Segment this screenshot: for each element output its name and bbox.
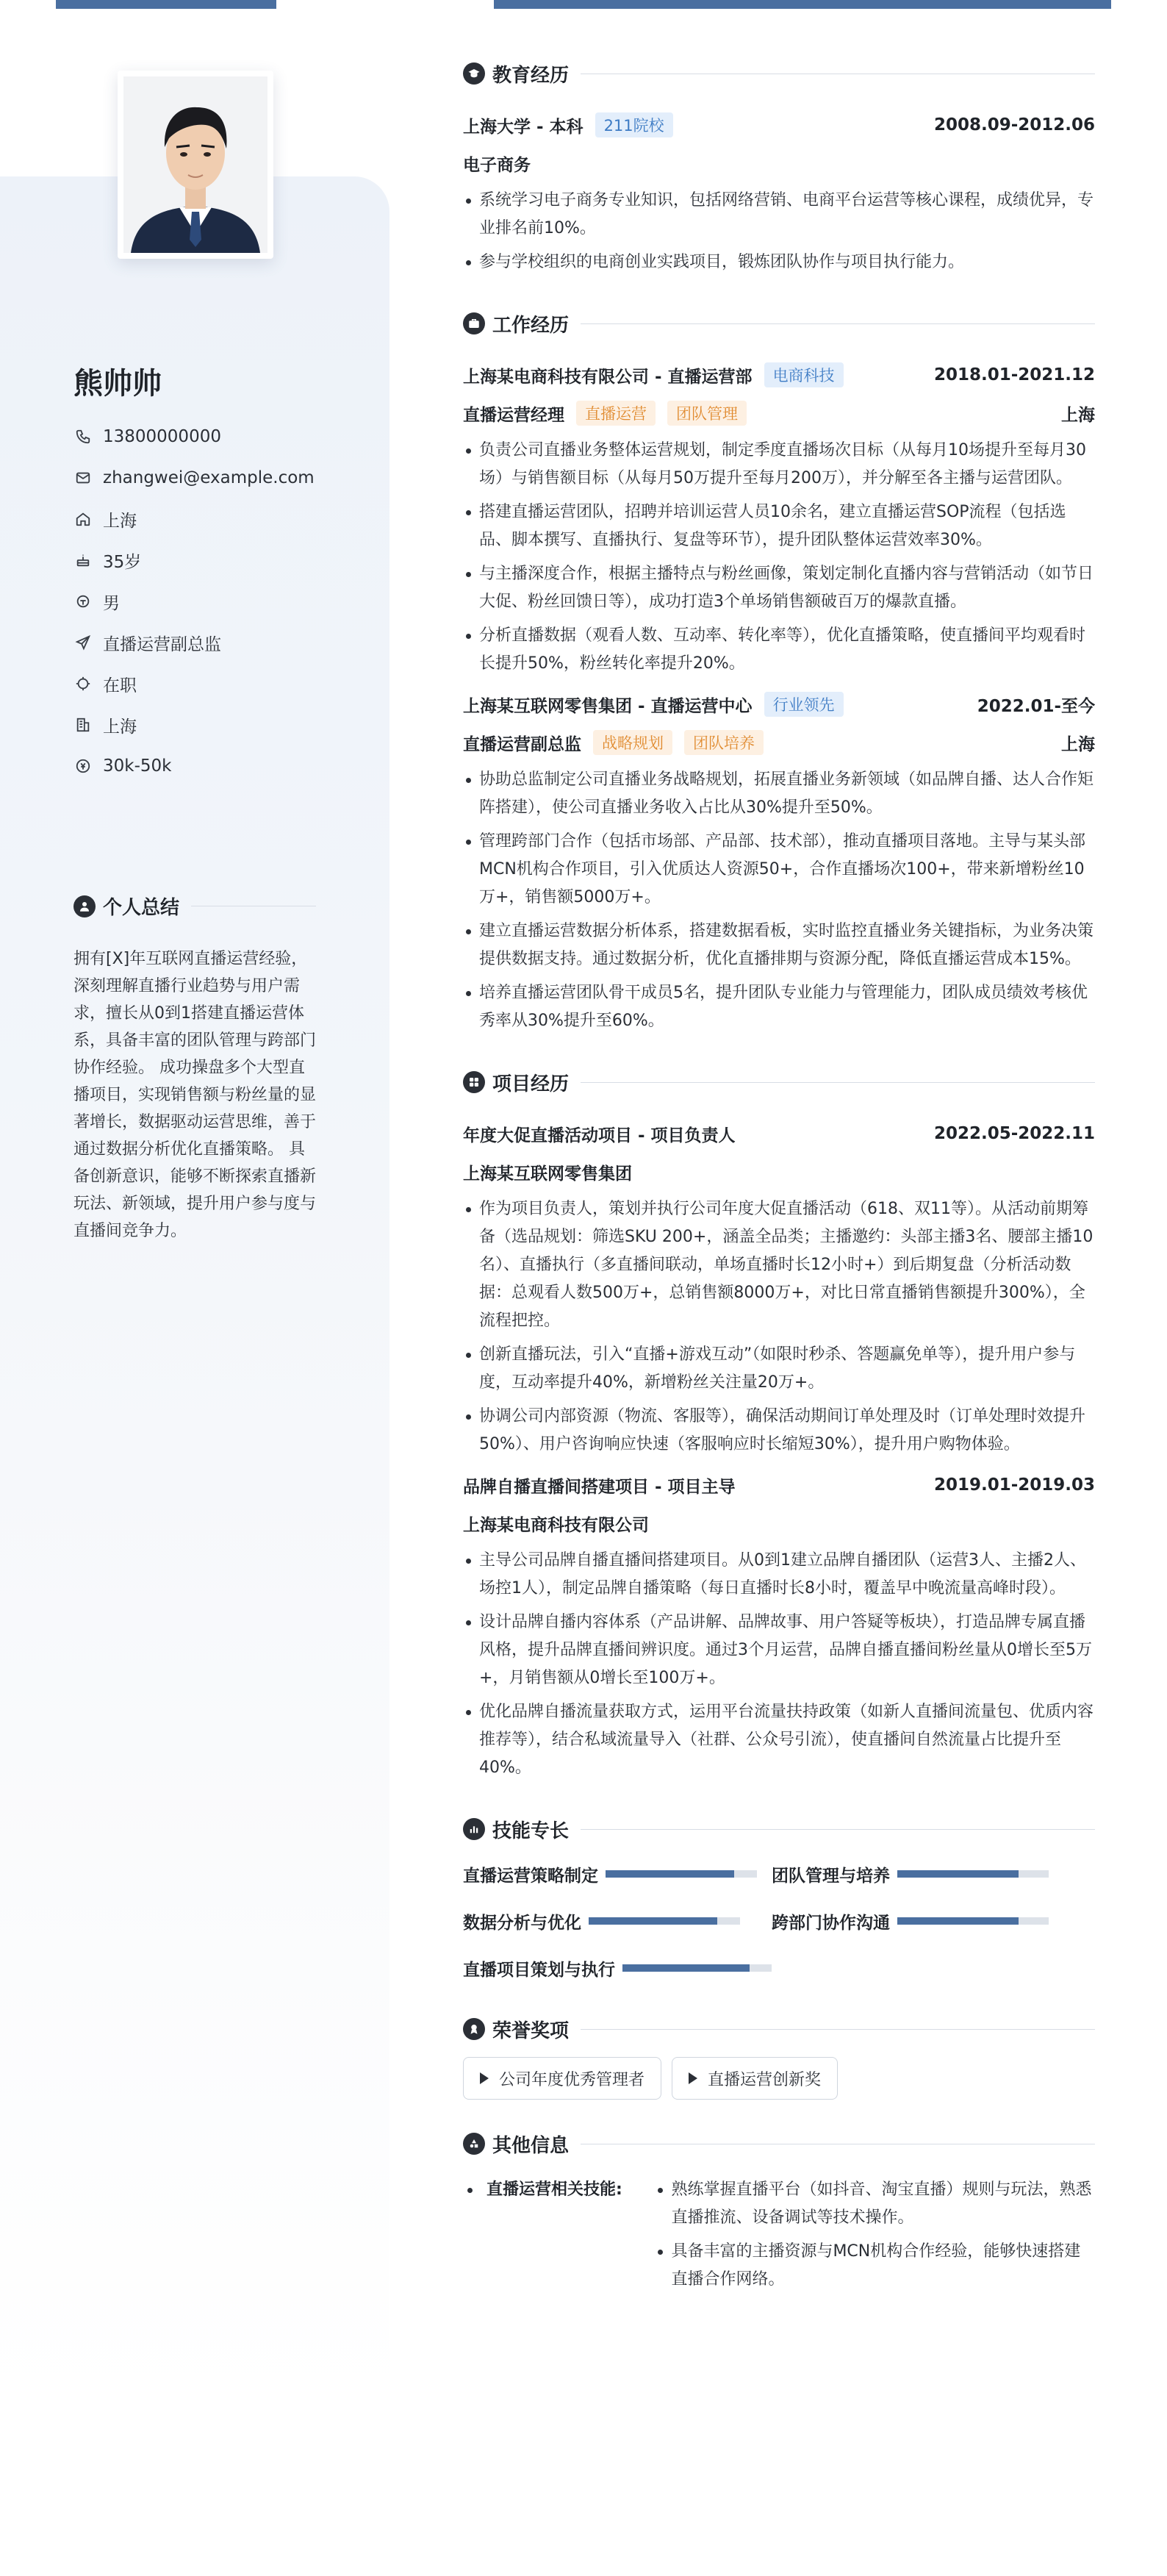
education-major: 电子商务 bbox=[463, 155, 531, 175]
work-title: 工作经历 bbox=[492, 314, 570, 337]
skill-name: 直播运营策略制定 bbox=[463, 1866, 598, 1886]
project-name: 年度大促直播活动项目 - 项目负责人 bbox=[463, 1126, 736, 1145]
honor-label: 直播运营创新奖 bbox=[708, 2070, 822, 2089]
contact-phone bbox=[73, 416, 367, 457]
user-icon bbox=[73, 895, 96, 917]
cake-icon bbox=[73, 551, 93, 570]
project-org-row bbox=[463, 1504, 1095, 1542]
list-item: 协调公司内部资源（物流、客服等），确保活动期间订单处理及时（订单处理时效提升50%）、用户咨询响应快速（客服响应时长缩短30%），提升用户购物体验。 bbox=[463, 1403, 1095, 1459]
list-item: 创新直播玩法，引入“直播+游戏互动”（如限时秒杀、答题赢免单等），提升用户参与度，互动率提升40%，新增粉丝关注量20万+。 bbox=[463, 1341, 1095, 1397]
job-date: 2018.01-2021.12 bbox=[933, 365, 1095, 384]
skill-bar-fill bbox=[622, 1964, 750, 1972]
play-icon bbox=[689, 2072, 697, 2084]
skill-name: 团队管理与培养 bbox=[772, 1866, 890, 1886]
work-section bbox=[463, 306, 1095, 1035]
list-item: 协助总监制定公司直播业务战略规划，拓展直播业务新领域（如品牌自播、达人合作矩阵搭建），使公司直播业务收入占比从30%提升至50%。 bbox=[463, 766, 1095, 822]
other-title: 其他信息 bbox=[492, 2134, 570, 2157]
gender-icon bbox=[73, 592, 93, 611]
work-heading bbox=[463, 306, 1095, 341]
skill-item bbox=[463, 1951, 772, 1985]
skill-name: 跨部门协作沟通 bbox=[772, 1913, 890, 1933]
salary-icon bbox=[73, 756, 93, 776]
candidate-name: 熊帅帅 bbox=[73, 367, 162, 401]
projects-divider bbox=[581, 1082, 1095, 1083]
contact-list bbox=[73, 416, 367, 787]
project-name: 品牌自播直播间搭建项目 - 项目主导 bbox=[463, 1477, 736, 1497]
education-heading bbox=[463, 56, 1095, 91]
bar-chart-icon bbox=[463, 1818, 485, 1840]
project-bullets bbox=[463, 1547, 1095, 1782]
skill-bar bbox=[622, 1964, 772, 1972]
honor-chip bbox=[672, 2057, 838, 2100]
education-row bbox=[463, 106, 1095, 144]
projects-title: 项目经历 bbox=[492, 1073, 570, 1095]
skill-item bbox=[772, 1857, 1095, 1891]
summary-text: 拥有[X]年互联网直播运营经验，深刻理解直播行业趋势与用户需求，擅长从0到1搭建直播运营体系，具备丰富的团队管理与跨部门协作经验。 成功操盘多个大型直播项目，实现销售额与粉丝量的显著增长，数据驱动运营思维，善于通过数据分析优化直播策略。 具备创新意识，能够不断探索直播新玩法、新领域，提升用户参与度与直播间竞争力。 bbox=[73, 950, 317, 1240]
play-icon bbox=[480, 2072, 489, 2084]
contact-age-value: 35岁 bbox=[103, 552, 142, 572]
skill-bar-fill bbox=[897, 1917, 1019, 1925]
skills-divider bbox=[581, 1829, 1095, 1830]
skill-bar-fill bbox=[606, 1870, 734, 1878]
skill-bar-fill bbox=[897, 1870, 1019, 1878]
job-entry bbox=[463, 356, 1095, 678]
job-bullets bbox=[463, 437, 1095, 678]
contact-age bbox=[73, 540, 367, 581]
skill-bar-fill bbox=[589, 1917, 717, 1925]
list-item: 管理跨部门合作（包括市场部、产品部、技术部），推动直播项目落地。主导与某头部MCN机构合作项目，引入优质达人资源50+，合作直播场次100+，带来新增粉丝10万+，销售额5000万+。 bbox=[463, 828, 1095, 912]
list-item: 负责公司直播业务整体运营规划，制定季度直播场次目标（从每月10场提升至每月30场）与销售额目标（从每月50万提升至每月200万），并分解至各主播与运营团队。 bbox=[463, 437, 1095, 493]
honors-section bbox=[463, 2011, 1095, 2100]
top-accent-bar-right bbox=[494, 0, 1111, 9]
project-org: 上海某电商科技有限公司 bbox=[463, 1515, 649, 1535]
home-icon bbox=[73, 509, 93, 529]
honor-label: 公司年度优秀管理者 bbox=[499, 2070, 645, 2089]
honors-heading bbox=[463, 2011, 1095, 2047]
project-entry bbox=[463, 1115, 1095, 1459]
list-item: 与主播深度合作，根据主播特点与粉丝画像，策划定制化直播内容与营销活动（如节日大促、粉丝回馈日等），成功打造3个单场销售额破百万的爆款直播。 bbox=[463, 560, 1095, 616]
job-company: 上海某互联网零售集团 - 直播运营中心 bbox=[463, 696, 753, 716]
work-divider bbox=[581, 323, 1095, 324]
list-item: 具备丰富的主播资源与MCN机构合作经验，能够快速搭建直播合作网络。 bbox=[655, 2238, 1095, 2294]
other-heading bbox=[463, 2126, 1095, 2161]
building-icon bbox=[73, 715, 93, 734]
contact-salary-value: 30k-50k bbox=[103, 756, 172, 776]
job-entry bbox=[463, 685, 1095, 1035]
skill-item bbox=[772, 1904, 1095, 1938]
project-name-row bbox=[463, 1466, 1095, 1504]
list-item: 设计品牌自播内容体系（产品讲解、品牌故事、用户答疑等板块），打造品牌专属直播风格，提升品牌直播间辨识度。通过3个月运营，品牌自播直播间粉丝量从0增长至5万+，月销售额从0增长至100万+。 bbox=[463, 1609, 1095, 1692]
list-item: 分析直播数据（观看人数、互动率、转化率等），优化直播策略，使直播间平均观看时长提升50%，粉丝转化率提升20%。 bbox=[463, 622, 1095, 678]
projects-heading bbox=[463, 1065, 1095, 1100]
list-item: 系统学习电子商务专业知识，包括网络营销、电商平台运营等核心课程，成绩优异，专业排名前10%。 bbox=[463, 187, 1095, 243]
contact-salary bbox=[73, 745, 367, 787]
job-skill-tag: 直播运营 bbox=[576, 401, 656, 426]
job-city: 上海 bbox=[1061, 734, 1095, 754]
summary-title: 个人总结 bbox=[103, 897, 180, 919]
education-bullets bbox=[463, 187, 1095, 276]
education-school: 上海大学 - 本科 bbox=[463, 117, 584, 137]
project-entry bbox=[463, 1466, 1095, 1782]
education-section bbox=[463, 56, 1095, 276]
list-item: 主导公司品牌自播直播间搭建项目。从0到1建立品牌自播团队（运营3人、主播2人、场控1人），制定品牌自播策略（每日直播时长8小时，覆盖早中晚流量高峰时段）。 bbox=[463, 1547, 1095, 1603]
award-icon bbox=[463, 2018, 485, 2040]
list-item: 搭建直播运营团队，招聘并培训运营人员10余名，建立直播运营SOP流程（包括选品、脚本撰写、直播执行、复盘等环节），提升团队整体运营效率30%。 bbox=[463, 498, 1095, 554]
contact-city-value: 上海 bbox=[103, 717, 137, 737]
contact-gender-value: 男 bbox=[103, 593, 120, 613]
skill-bar bbox=[897, 1870, 1049, 1878]
phone-icon bbox=[73, 427, 93, 446]
project-bullets bbox=[463, 1195, 1095, 1459]
mail-icon bbox=[73, 468, 93, 487]
contact-email-value: zhangwei@example.com bbox=[103, 468, 315, 487]
main-content bbox=[463, 56, 1095, 2300]
contact-position-value: 直播运营副总监 bbox=[103, 634, 221, 654]
job-skill-tag: 团队管理 bbox=[667, 401, 747, 426]
project-name-row bbox=[463, 1115, 1095, 1153]
list-item: 优化品牌自播流量获取方式，运用平台流量扶持政策（如新人直播间流量包、优质内容推荐等），结合私域流量导入（社群、公众号引流），使直播间自然流量占比提升至40%。 bbox=[463, 1698, 1095, 1782]
job-skill-tag: 战略规划 bbox=[593, 730, 672, 755]
contact-status-value: 在职 bbox=[103, 676, 137, 695]
list-item: 作为项目负责人，策划并执行公司年度大促直播活动（618、双11等）。从活动前期筹备（选品规划：筛选SKU 200+，涵盖全品类；主播邀约：头部主播3名、腰部主播10名）、直播执行（多直播间联动，单场直播时长12小时+）到后期复盘（分析活动数据：总观看人数500万+，总销售额8000万+，对比日常直播销售额提升300%），全流程把控。 bbox=[463, 1195, 1095, 1335]
job-tag: 电商科技 bbox=[764, 362, 844, 387]
briefcase-icon bbox=[463, 312, 485, 334]
education-title: 教育经历 bbox=[492, 64, 570, 87]
job-company-row bbox=[463, 356, 1095, 394]
list-item: 参与学校组织的电商创业实践项目，锻炼团队协作与项目执行能力。 bbox=[463, 248, 1095, 276]
skill-name: 数据分析与优化 bbox=[463, 1913, 581, 1933]
project-date: 2022.05-2022.11 bbox=[933, 1124, 1095, 1143]
skill-item bbox=[463, 1857, 772, 1891]
contact-email bbox=[73, 457, 367, 498]
skills-heading bbox=[463, 1811, 1095, 1847]
send-icon bbox=[73, 633, 93, 652]
honors-list bbox=[463, 2057, 1095, 2100]
skills-section bbox=[463, 1811, 1095, 1985]
other-section bbox=[463, 2126, 1095, 2300]
shapes-icon bbox=[463, 2133, 485, 2155]
job-position: 直播运营副总监 bbox=[463, 734, 581, 754]
project-org-row bbox=[463, 1153, 1095, 1191]
contact-location-value: 上海 bbox=[103, 511, 137, 531]
honor-chip bbox=[463, 2057, 661, 2100]
contact-phone-value: 13800000000 bbox=[103, 427, 221, 446]
skills-title: 技能专长 bbox=[492, 1820, 570, 1842]
list-item: 熟练掌握直播平台（如抖音、淘宝直播）规则与玩法，熟悉直播推流、设备调试等技术操作。 bbox=[655, 2176, 1095, 2232]
skills-grid bbox=[463, 1857, 1095, 1985]
summary-heading bbox=[73, 892, 316, 920]
education-major-row bbox=[463, 144, 1095, 182]
skill-name: 直播项目策划与执行 bbox=[463, 1960, 615, 1980]
job-date: 2022.01-至今 bbox=[977, 696, 1095, 716]
contact-location bbox=[73, 498, 367, 540]
grid-icon bbox=[463, 1071, 485, 1093]
project-date: 2019.01-2019.03 bbox=[933, 1475, 1095, 1495]
job-position: 直播运营经理 bbox=[463, 405, 564, 425]
education-tag: 211院校 bbox=[595, 112, 673, 137]
skill-bar bbox=[897, 1917, 1049, 1925]
skill-item bbox=[463, 1904, 772, 1938]
skill-bar bbox=[589, 1917, 740, 1925]
contact-position bbox=[73, 622, 367, 663]
contact-gender bbox=[73, 581, 367, 622]
contact-city bbox=[73, 704, 367, 745]
job-position-row bbox=[463, 394, 1095, 432]
contact-status bbox=[73, 663, 367, 704]
avatar-portrait bbox=[123, 76, 267, 253]
other-skills-key: 直播运营相关技能: bbox=[463, 2176, 655, 2300]
job-city: 上海 bbox=[1061, 405, 1095, 425]
honors-title: 荣誉奖项 bbox=[492, 2019, 570, 2042]
other-skills bbox=[463, 2176, 1095, 2300]
education-date: 2008.09-2012.06 bbox=[933, 115, 1095, 135]
list-item: 建立直播运营数据分析体系，搭建数据看板，实时监控直播业务关键指标，为业务决策提供数据支持。通过数据分析，优化直播排期与资源分配，降低直播运营成本15%。 bbox=[463, 917, 1095, 973]
status-icon bbox=[73, 674, 93, 693]
job-tag: 行业领先 bbox=[764, 692, 844, 717]
job-skill-tag: 团队培养 bbox=[684, 730, 764, 755]
honors-divider bbox=[581, 2029, 1095, 2030]
project-org: 上海某互联网零售集团 bbox=[463, 1164, 632, 1184]
projects-section bbox=[463, 1065, 1095, 1782]
job-position-row bbox=[463, 723, 1095, 762]
other-bullets bbox=[655, 2176, 1095, 2300]
job-company: 上海某电商科技有限公司 - 直播运营部 bbox=[463, 367, 753, 387]
avatar bbox=[118, 71, 273, 259]
skill-bar bbox=[606, 1870, 757, 1878]
top-accent-bar-left bbox=[56, 0, 276, 9]
list-item: 培养直播运营团队骨干成员5名，提升团队专业能力与管理能力，团队成员绩效考核优秀率从30%提升至60%。 bbox=[463, 979, 1095, 1035]
job-company-row bbox=[463, 685, 1095, 723]
graduation-cap-icon bbox=[463, 62, 485, 85]
job-bullets bbox=[463, 766, 1095, 1035]
